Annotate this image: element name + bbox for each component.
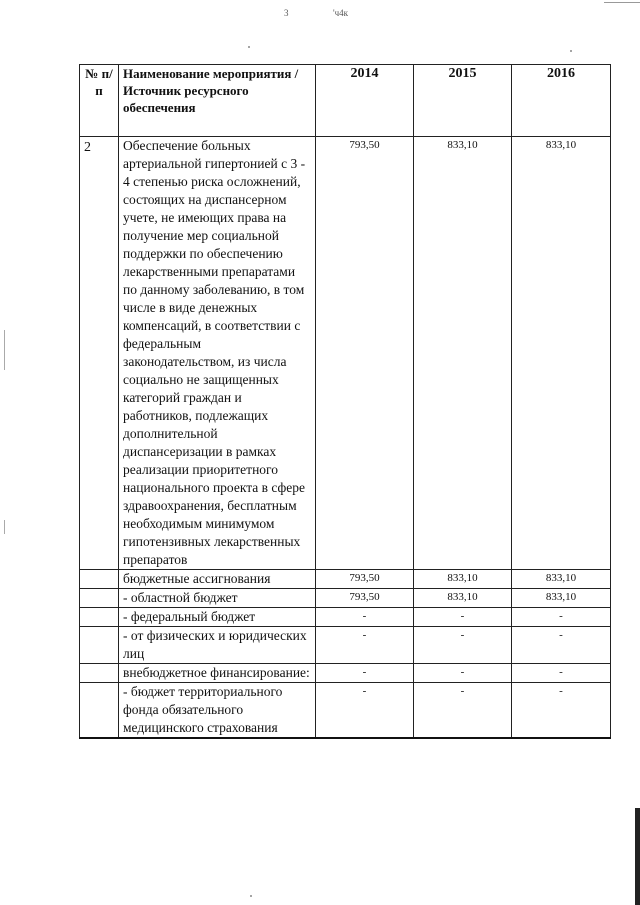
- source-name: бюджетные ассигнования: [119, 570, 316, 589]
- value-2015: -: [414, 627, 512, 664]
- value-2015: 833,10: [414, 570, 512, 589]
- value-2014: -: [316, 664, 414, 683]
- source-name: - областной бюджет: [119, 589, 316, 608]
- source-name: внебюджетное финансирование:: [119, 664, 316, 683]
- row-number: 2: [80, 137, 119, 570]
- scan-edge-bar: [635, 808, 640, 905]
- value-2016: -: [512, 683, 611, 739]
- scan-artifact-line: [604, 2, 640, 3]
- header-name: Наименование мероприятия / Источник ресурсного обеспечения: [119, 65, 316, 137]
- header-2014: 2014: [316, 65, 414, 137]
- main-row: [80, 137, 611, 570]
- source-name: - федеральный бюджет: [119, 608, 316, 627]
- page-number: 3: [284, 8, 289, 18]
- table-row: [80, 683, 611, 739]
- value-2016: 833,10: [512, 570, 611, 589]
- header-2015: 2015: [414, 65, 512, 137]
- scan-dot: [248, 46, 250, 48]
- table-row: [80, 664, 611, 683]
- table-row: [80, 627, 611, 664]
- value-2014: 793,50: [316, 570, 414, 589]
- value-2014: -: [316, 683, 414, 739]
- value-2016: -: [512, 664, 611, 683]
- scan-dot: [570, 50, 572, 52]
- header-row: [80, 65, 611, 137]
- value-2014: -: [316, 608, 414, 627]
- value-2015: -: [414, 608, 512, 627]
- value-2014: -: [316, 627, 414, 664]
- value-2015: -: [414, 664, 512, 683]
- value-2014: 793,50: [316, 589, 414, 608]
- source-name: - бюджет территориального фонда обязательного медицинского страхования: [119, 683, 316, 739]
- value-2016: -: [512, 627, 611, 664]
- value-2015: 833,10: [414, 589, 512, 608]
- table-row: [80, 589, 611, 608]
- scan-edge-mark: [4, 330, 5, 370]
- value-2016: -: [512, 608, 611, 627]
- measure-name: Обеспечение больных артериальной гипертонией с 3 - 4 степенью риска осложнений, состоящих на диспансерном учете, не имеющих права на получение мер социальной поддержки по обеспечению лекарственными препаратами по данному заболеванию, в том числе в виде денежных компенсаций, в соответствии с федеральным законодательством, из числа социально не защищенных категорий граждан и работников, подлежащих дополнительной диспансеризации в рамках реализации приоритетного национального проекта в сфере здравоохранения, бесплатным необходимым минимумом гипотензивных лекарственных препаратов: [119, 137, 316, 570]
- scan-dot: [250, 895, 252, 897]
- header-number: № п/п: [80, 65, 119, 137]
- value-2016: 833,10: [512, 589, 611, 608]
- funding-table: [79, 64, 611, 739]
- value-2016: 833,10: [512, 137, 611, 570]
- table-row: [80, 570, 611, 589]
- source-name: - от физических и юридических лиц: [119, 627, 316, 664]
- header-2016: 2016: [512, 65, 611, 137]
- value-2015: 833,10: [414, 137, 512, 570]
- page-stamp: 'ч4к: [333, 8, 349, 18]
- value-2014: 793,50: [316, 137, 414, 570]
- table-row: [80, 608, 611, 627]
- scan-edge-mark: [4, 520, 5, 534]
- value-2015: -: [414, 683, 512, 739]
